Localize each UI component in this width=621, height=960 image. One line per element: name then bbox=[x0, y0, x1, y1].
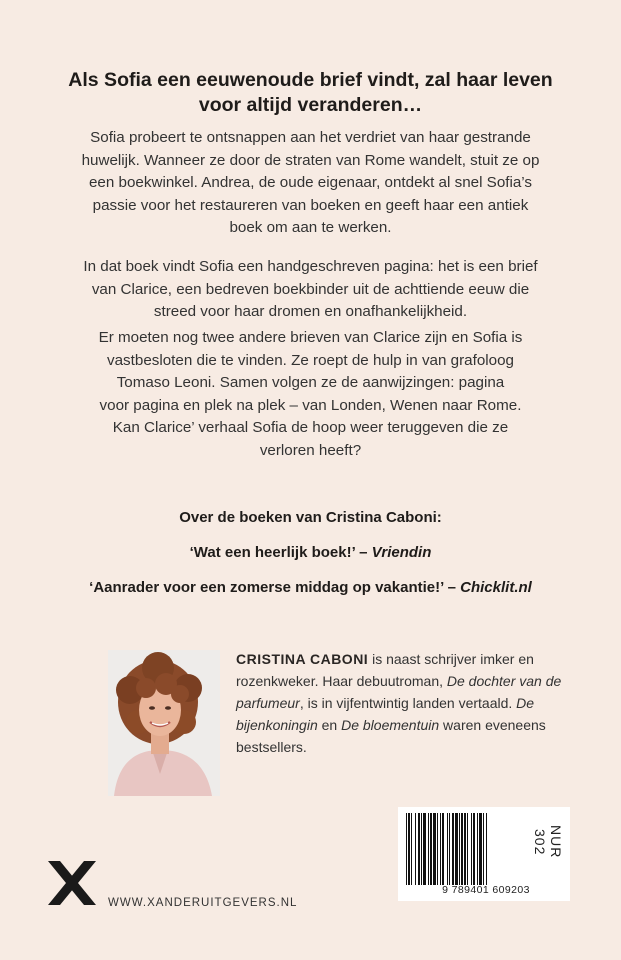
barcode-bar bbox=[464, 813, 466, 885]
barcode-bar bbox=[461, 813, 463, 885]
blurb-line: verloren heeft? bbox=[259, 441, 362, 459]
barcode-bar bbox=[471, 813, 472, 885]
author-portrait-image bbox=[108, 650, 220, 796]
blurb-line: passie voor het restaureren van boeken en geeft haar een antiek bbox=[92, 196, 529, 214]
blurb-line: huwelijk. Wanneer ze door de straten van Rome wandelt, stuit ze op bbox=[81, 151, 540, 169]
barcode-bar bbox=[473, 813, 475, 885]
barcode-bar bbox=[467, 813, 468, 885]
xander-logo-icon bbox=[44, 855, 100, 911]
blurb-line: boek om aan te werken. bbox=[229, 219, 392, 237]
book-title: De bloementuin bbox=[341, 717, 440, 733]
book-title: De bijenkoningin bbox=[236, 695, 535, 733]
blurb-paragraph-1 bbox=[50, 127, 571, 240]
bio-text: waren eveneens bestsellers. bbox=[236, 717, 546, 755]
barcode-bar bbox=[477, 813, 478, 885]
barcode-bars bbox=[404, 813, 536, 887]
blurb-line: een boekwinkel. Andrea, de oude eigenaar, ontdekt al snel Sofia’s bbox=[88, 174, 532, 192]
barcode-bar bbox=[411, 813, 412, 885]
blurb-line: In dat boek vindt Sofia een handgeschreven pagina: het is een brief bbox=[83, 258, 538, 275]
blurb-paragraph-3 bbox=[50, 327, 571, 463]
barcode-bar bbox=[442, 813, 444, 885]
nur-code: NUR 302 bbox=[532, 825, 564, 859]
review-quote-source: Chicklit.nl bbox=[460, 579, 532, 596]
barcode-bar bbox=[408, 813, 410, 885]
bio-text: is naast schrijver imker en rozenkweker. Haar debuutroman, bbox=[236, 651, 534, 689]
barcode-bar bbox=[430, 813, 432, 885]
barcode-bar bbox=[459, 813, 460, 885]
barcode-bar bbox=[428, 813, 429, 885]
headline-line-2: voor altijd veranderen… bbox=[198, 94, 423, 116]
barcode-bar bbox=[423, 813, 426, 885]
barcode-bar bbox=[455, 813, 458, 885]
book-title: De dochter van de parfumeur bbox=[236, 673, 562, 711]
publisher-logo bbox=[44, 855, 100, 911]
review-quote bbox=[40, 544, 581, 561]
barcode-bar bbox=[440, 813, 441, 885]
barcode-bar bbox=[452, 813, 454, 885]
review-quote-source: Vriendin bbox=[371, 544, 432, 561]
barcode-bar bbox=[433, 813, 436, 885]
blurb-line: van Clarice, een bedreven boekbinder uit de achttiende eeuw die bbox=[91, 280, 530, 298]
author-bio bbox=[236, 648, 566, 758]
bio-text: , is in vijfentwintig landen vertaald. bbox=[299, 695, 517, 711]
barcode-bar bbox=[421, 813, 422, 885]
barcode-bar bbox=[479, 813, 482, 885]
barcode-bar bbox=[418, 813, 420, 885]
reviews-heading: Over de boeken van Cristina Caboni: bbox=[179, 509, 442, 526]
isbn-number: 9 789401 609203 bbox=[442, 884, 530, 896]
blurb-paragraph-2 bbox=[50, 256, 571, 324]
review-quote-text: ‘Aanrader voor een zomerse middag op vakantie!’ – bbox=[89, 579, 461, 596]
barcode-bar bbox=[406, 813, 407, 885]
blurb-line: Tomaso Leoni. Samen volgen ze de aanwijzingen: pagina bbox=[116, 374, 505, 392]
review-quote-text: ‘Wat een heerlijk boek!’ – bbox=[189, 544, 372, 561]
headline-line-1: Als Sofia een eeuwenoude brief vindt, zal haar leven bbox=[68, 69, 553, 91]
barcode-bar bbox=[486, 813, 487, 885]
barcode-bar bbox=[449, 813, 450, 885]
blurb-line: Kan Clarice’ verhaal Sofia de hoop weer teruggeven die ze bbox=[112, 419, 509, 437]
bio-text: en bbox=[317, 717, 342, 733]
barcode-bar bbox=[447, 813, 448, 885]
barcode-bar bbox=[415, 813, 416, 885]
author-name: CRISTINA CABONI bbox=[236, 651, 369, 667]
barcode-bar bbox=[483, 813, 484, 885]
review-quote bbox=[40, 579, 581, 596]
barcode-bar bbox=[437, 813, 438, 885]
blurb-line: vastbesloten die te vinden. Ze roept de hulp in van grafoloog bbox=[107, 351, 514, 369]
blurb-line: Sofia probeert te ontsnappen aan het verdriet van haar gestrande bbox=[90, 129, 531, 146]
blurb-line: streed voor haar dromen en onafhankelijkheid. bbox=[153, 303, 468, 321]
author-photo bbox=[108, 650, 220, 796]
headline bbox=[50, 68, 571, 118]
blurb-line: Er moeten nog twee andere brieven van Clarice zijn en Sofia is bbox=[98, 329, 523, 346]
publisher-website: WWW.XANDERUITGEVERS.NL bbox=[108, 897, 298, 909]
blurb-line: voor pagina en plek na plek – van Londen, Wenen naar Rome. bbox=[99, 396, 522, 414]
